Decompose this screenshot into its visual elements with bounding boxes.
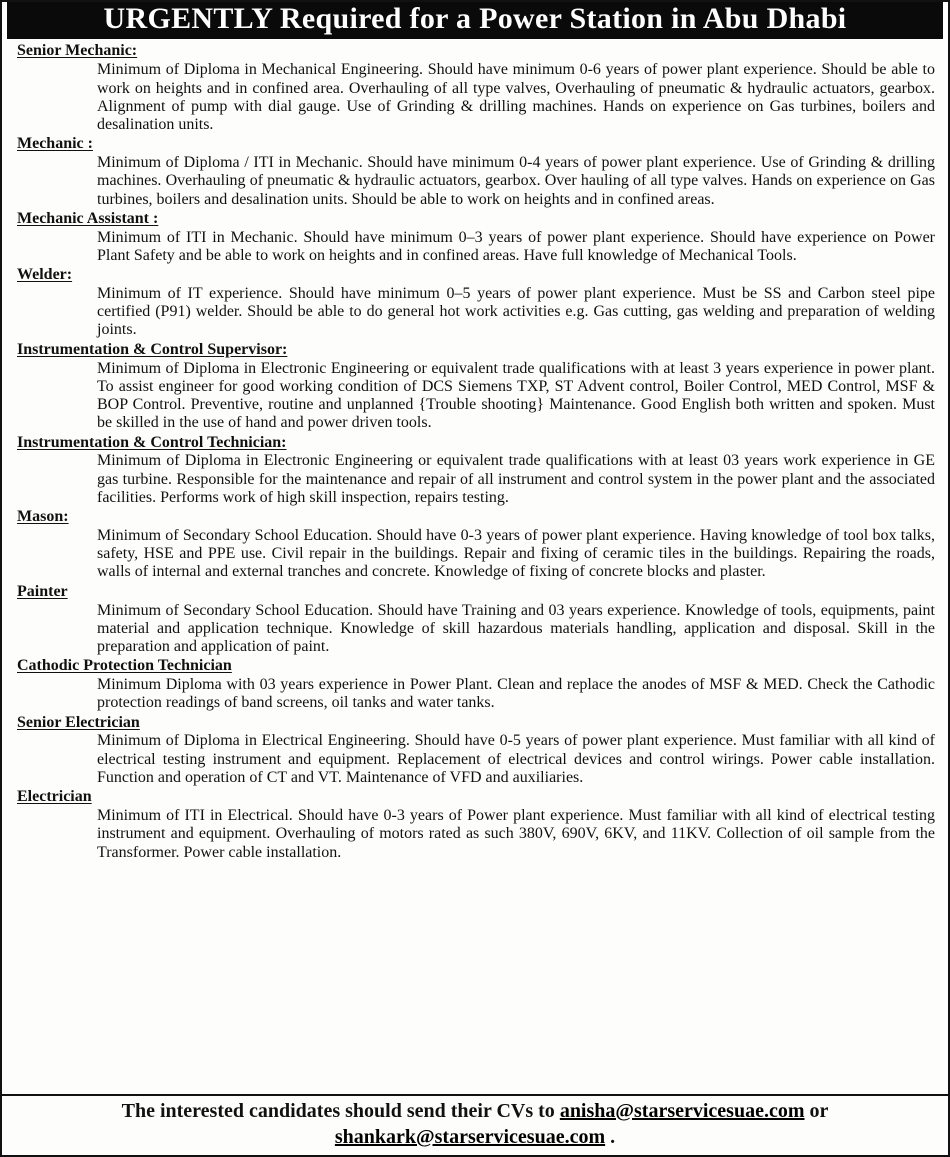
job-section-body: Minimum of Diploma in Electronic Engineering or equivalent trade qualifications with at least 3 years experience in power plant. To assist engineer for good working condition of DCS Siemens TXP, ST Advent control, Boiler Control, MED Control, MSF & BOP Control. Preventive, routine and unplanned {Trouble shooting} Maintenance. Good English both written and spoken. Must be skilled in the use of hand and power driven tools. <box>97 359 935 432</box>
job-section-instrumentation-control-technician <box>17 434 937 508</box>
job-section-heading: Senior Mechanic: <box>17 42 138 60</box>
job-section-body: Minimum of Secondary School Education. Should have Training and 03 years experience. Knowledge of tools, equipments, paint material and application technique. Knowledge of skill hazardous materials handling, application and disposal. Skill in the preparation and application of paint. <box>97 601 935 656</box>
footer-text-or: or <box>804 1100 829 1122</box>
job-section-heading: Cathodic Protection Technician <box>17 657 232 675</box>
job-section-body: Minimum of Diploma / ITI in Mechanic. Should have minimum 0-4 years of power plant experience. Use of Grinding & drilling machines. Overhauling of pneumatic & hydraulic actuators, gearbox. Over hauling of all type valves. Hands on experience on Gas turbines, boilers and desalination units. Should be able to work on heights and in confined areas. <box>97 154 935 208</box>
footer-line-1 <box>14 1098 936 1124</box>
job-section-heading: Instrumentation & Control Technician: <box>17 433 287 451</box>
job-listings <box>7 39 943 1092</box>
job-section-mechanic <box>17 135 937 209</box>
job-section-welder <box>17 266 937 340</box>
email-link-anisha[interactable]: anisha@starservicesuae.com <box>559 1100 805 1122</box>
ad-title-bar <box>7 2 943 39</box>
job-section-heading: Mason: <box>17 508 69 526</box>
job-section-painter <box>17 583 937 657</box>
job-section-body: Minimum of ITI in Electrical. Should have 0-3 years of Power plant experience. Must familiar with all kind of electrical testing instrument and equipment. Overhauling of motors rated as such 380V, 690V, 6KV, and 11KV. Collection of oil sample from the Transformer. Power cable installation. <box>97 807 935 861</box>
footer-line-2 <box>14 1124 936 1150</box>
ad-title: URGENTLY Required for a Power Station in Abu Dhabi <box>103 2 847 35</box>
job-section-heading: Mechanic : <box>17 135 93 153</box>
job-section-body: Minimum of Diploma in Electronic Engineering or equivalent trade qualifications with at least 03 years work experience in GE gas turbine. Responsible for the maintenance and repair of all instrument and control system in the power plant and the associated facilities. Performs work of high skill inspection, repairs testing. <box>97 452 935 506</box>
job-section-body: Minimum Diploma with 03 years experience in Power Plant. Clean and replace the anodes of MSF & MED. Check the Cathodic protection readings of band screens, oil tanks and water tanks. <box>97 676 935 712</box>
job-section-heading: Welder: <box>17 266 73 284</box>
job-section-instrumentation-control-supervisor <box>17 341 937 433</box>
job-section-mechanic-assistant <box>17 210 937 265</box>
footer-contact <box>2 1094 948 1155</box>
job-section-heading: Instrumentation & Control Supervisor: <box>17 340 288 358</box>
job-section-body: Minimum of IT experience. Should have minimum 0–5 years of power plant experience. Must be SS and Carbon steel pipe certified (P91) welder. Should be able to do general hot work activities e.g. Gas cutting, gas welding and preparation of welding joints. <box>97 285 935 339</box>
job-section-body: Minimum of Diploma in Electrical Engineering. Should have 0-5 years of power plant experience. Must familiar with all kind of electrical testing instrument and equipment. Replacement of electrical devices and control wirings. Power cable installation. Function and operation of CT and VT. Maintenance of VFD and auxiliaries. <box>97 732 935 786</box>
footer-text-prefix: The interested candidates should send their CVs to <box>121 1100 560 1122</box>
job-section-heading: Mechanic Assistant : <box>17 209 159 227</box>
job-section-senior-electrician <box>17 714 937 788</box>
job-section-cathodic-protection-technician <box>17 657 937 712</box>
job-section-body: Minimum of Diploma in Mechanical Engineering. Should have minimum 0-6 years of power plant experience. Should be able to work on heights and in confined area. Overhauling of all type valves, Overhauling of pneumatic & hydraulic actuators, gearbox. Alignment of pump with dial gauge. Use of Grinding & drilling machines. Hands on experience on Gas turbines, boilers and desalination units. <box>97 61 935 133</box>
job-section-heading: Electrician <box>17 788 92 806</box>
job-section-electrician <box>17 788 937 862</box>
job-section-senior-mechanic <box>17 42 937 134</box>
job-section-heading: Senior Electrician <box>17 713 140 731</box>
email-link-shankark[interactable]: shankark@starservicesuae.com <box>334 1126 606 1148</box>
job-section-body: Minimum of Secondary School Education. Should have 0-3 years of power plant experience. Having knowledge of tool box talks, safety, HSE and PPE use. Civil repair in the buildings. Repair and fixing of ceramic tiles in the buildings. Repairing the roads, walls of internal and external tranches and concrete. Knowledge of fixing of concrete blocks and plaster. <box>97 526 935 581</box>
job-section-heading: Painter <box>17 582 68 600</box>
job-section-mason <box>17 508 937 582</box>
job-section-body: Minimum of ITI in Mechanic. Should have minimum 0–3 years of power plant experience. Should have experience on Power Plant Safety and be able to work on heights and in confined areas. Have full knowledge of Mechanical Tools. <box>97 228 935 264</box>
footer-text-period: . <box>605 1126 616 1148</box>
